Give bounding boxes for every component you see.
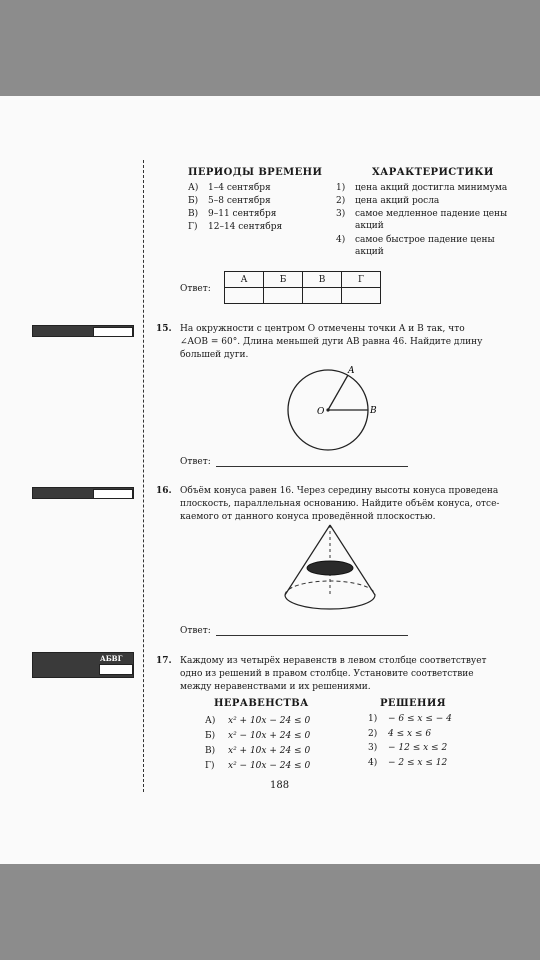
task17-answer-slot (99, 664, 133, 675)
task15-text-line: ∠AOB = 60°. Длина меньшей дуги AB равна 46. Найдите длину (180, 337, 483, 347)
radius-oa (328, 375, 348, 410)
page-number: 188 (270, 780, 290, 791)
period-item-text: 5–8 сентября (208, 196, 271, 206)
answer-cell-g[interactable] (342, 288, 381, 304)
inequality-letter: Г) (205, 761, 215, 771)
task17-text-line: между неравенствами и их решениями. (180, 682, 371, 692)
task16-answer-line[interactable] (216, 635, 408, 636)
answer-cell-a[interactable] (225, 288, 264, 304)
characteristics-title: ХАРАКТЕРИСТИКИ (372, 167, 494, 178)
center-point (326, 408, 329, 411)
period-item-letter: Г) (188, 222, 198, 232)
solution-num: 3) (368, 743, 378, 753)
task16-text-line: Объём конуса равен 16. Через середину высоты конуса проведена (180, 486, 499, 496)
solution-text: 4 ≤ x ≤ 6 (388, 729, 432, 739)
cone-diagram (280, 520, 390, 620)
inequality-letter: В) (205, 746, 216, 756)
answer-label: Ответ: (180, 626, 211, 636)
task17-answer-box (32, 652, 134, 678)
solution-num: 4) (368, 758, 378, 768)
task17-answer-letters: АБВГ (100, 654, 123, 663)
characteristic-num: 1) (336, 183, 346, 193)
characteristic-text: акций (355, 221, 384, 231)
task15-answer-slot (93, 327, 133, 337)
characteristic-text: акций (355, 247, 384, 257)
solution-num: 1) (368, 714, 378, 724)
task15-text-line: На окружности с центром O отмечены точки A и B так, что (180, 324, 465, 334)
inequality-text: x² − 10x + 24 ≤ 0 (228, 731, 311, 741)
cone-side-right (330, 525, 375, 595)
task17-text-line: Каждому из четырёх неравенств в левом столбце соответствует (180, 656, 487, 666)
characteristic-text: цена акций росла (355, 196, 440, 206)
solution-text: − 6 ≤ x ≤ − 4 (388, 714, 452, 724)
inequality-letter: А) (205, 716, 216, 726)
period-item-text: 9–11 сентября (208, 209, 277, 219)
cone-cross-section (307, 561, 353, 575)
inequality-text: x² − 10x − 24 ≤ 0 (228, 761, 311, 771)
task16-number: 16. (156, 486, 172, 496)
inequality-text: x² + 10x + 24 ≤ 0 (228, 746, 311, 756)
periods-title: ПЕРИОДЫ ВРЕМЕНИ (188, 167, 323, 178)
task15-text-line: большей дуги. (180, 350, 249, 360)
characteristic-num: 2) (336, 196, 346, 206)
task15-answer-line[interactable] (216, 466, 408, 467)
task16-answer-box (32, 487, 134, 499)
characteristic-num: 3) (336, 209, 346, 219)
task17-text-line: одно из решений в правом столбце. Установите соответствие (180, 669, 474, 679)
task15-number: 15. (156, 324, 172, 334)
answer-cell-b[interactable] (264, 288, 303, 304)
characteristic-num: 4) (336, 235, 346, 245)
point-label-b: B (370, 406, 377, 416)
period-item-text: 12–14 сентября (208, 222, 283, 232)
characteristic-text: самое быстрое падение цены (355, 235, 495, 245)
circle-diagram (280, 360, 380, 460)
inequality-text: x² + 10x − 24 ≤ 0 (228, 716, 311, 726)
answer-table-header: А (225, 272, 264, 288)
task16-text-line: плоскость, параллельная основанию. Найдите объём конуса, отсе- (180, 499, 500, 509)
answer-label: Ответ: (180, 284, 211, 294)
characteristic-text: цена акций достигла минимума (355, 183, 508, 193)
inequality-letter: Б) (205, 731, 216, 741)
solution-text: − 2 ≤ x ≤ 12 (388, 758, 448, 768)
answer-label: Ответ: (180, 457, 211, 467)
answer-table (224, 271, 381, 304)
task16-answer-slot (93, 489, 133, 499)
period-item-letter: В) (188, 209, 199, 219)
characteristic-text: самое медленное падение цены (355, 209, 508, 219)
point-label-o: O (317, 407, 325, 417)
answer-table-header: Г (342, 272, 381, 288)
task16-text-line: каемого от данного конуса проведённой плоскостью. (180, 512, 436, 522)
period-item-letter: А) (188, 183, 199, 193)
solutions-title: РЕШЕНИЯ (380, 698, 446, 709)
point-label-a: A (348, 366, 355, 376)
inequalities-title: НЕРАВЕНСТВА (214, 698, 309, 709)
task15-answer-box (32, 325, 134, 337)
cone-base-front (285, 595, 375, 609)
period-item-letter: Б) (188, 196, 199, 206)
cone-side-left (285, 525, 330, 595)
margin-cut-line (143, 160, 144, 792)
period-item-text: 1–4 сентября (208, 183, 271, 193)
solution-num: 2) (368, 729, 378, 739)
answer-table-header: В (303, 272, 342, 288)
answer-table-header: Б (264, 272, 303, 288)
task17-number: 17. (156, 656, 172, 666)
answer-cell-v[interactable] (303, 288, 342, 304)
solution-text: − 12 ≤ x ≤ 2 (388, 743, 448, 753)
